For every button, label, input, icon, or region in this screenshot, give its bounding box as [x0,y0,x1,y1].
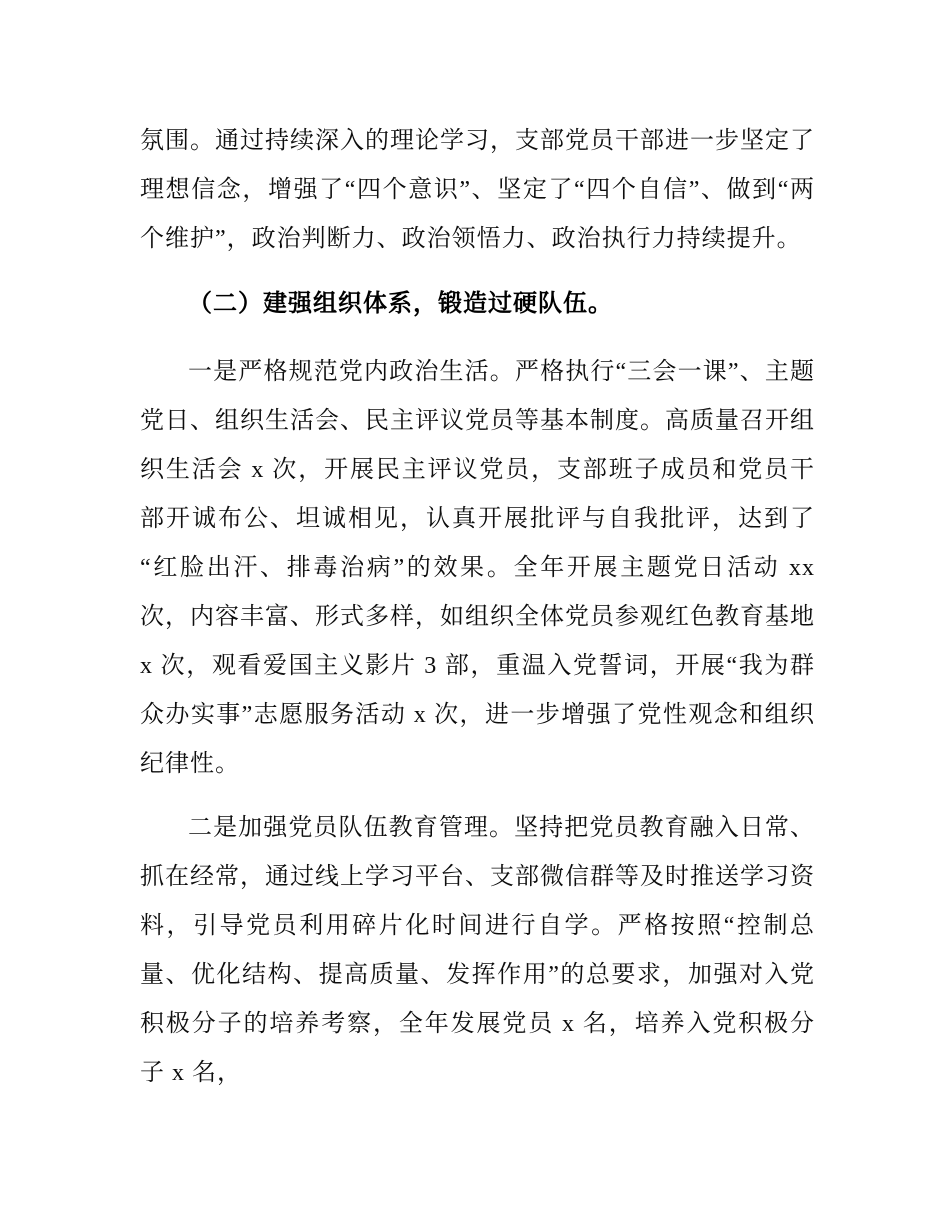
paragraph-political-life: 一是严格规范党内政治生活。严格执行“三会一课”、主题党日、组织生活会、民主评议党员等基本制度。高质量召开组织生活会 x 次，开展民主评议党员，支部班子成员和党员干部开诚布公、坦诚相见，认真开展批评与自我批评，达到了“红脸出汗、排毒治病”的效果。全年开展主题党日活动 xx 次，内容丰富、形式多样，如组织全体党员参观红色教育基地 x 次，观看爱国主义影片 3 部，重温入党誓词，开展“我为群众办实事”志愿服务活动 x 次，进一步增强了党性观念和组织纪律性。 [140,359,815,777]
section-heading-organization-system: （二）建强组织体系，锻造过硬队伍。 [188,290,613,317]
paragraph-theory-study-continuation: 氛围。通过持续深入的理论学习，支部党员干部进一步坚定了理想信念，增强了“四个意识”、坚定了“四个自信”、做到“两个维护”，政治判断力、政治领悟力、政治执行力持续提升。 [140,128,815,252]
paragraph-member-education: 二是加强党员队伍教育管理。坚持把党员教育融入日常、抓在经常，通过线上学习平台、支部微信群等及时推送学习资料，引导党员利用碎片化时间进行自学。严格按照“控制总量、优化结构、提高质量、发挥作用”的总要求，加强对入党积极分子的培养考察，全年发展党员 x 名，培养入党积极分子 x 名， [140,815,815,1086]
